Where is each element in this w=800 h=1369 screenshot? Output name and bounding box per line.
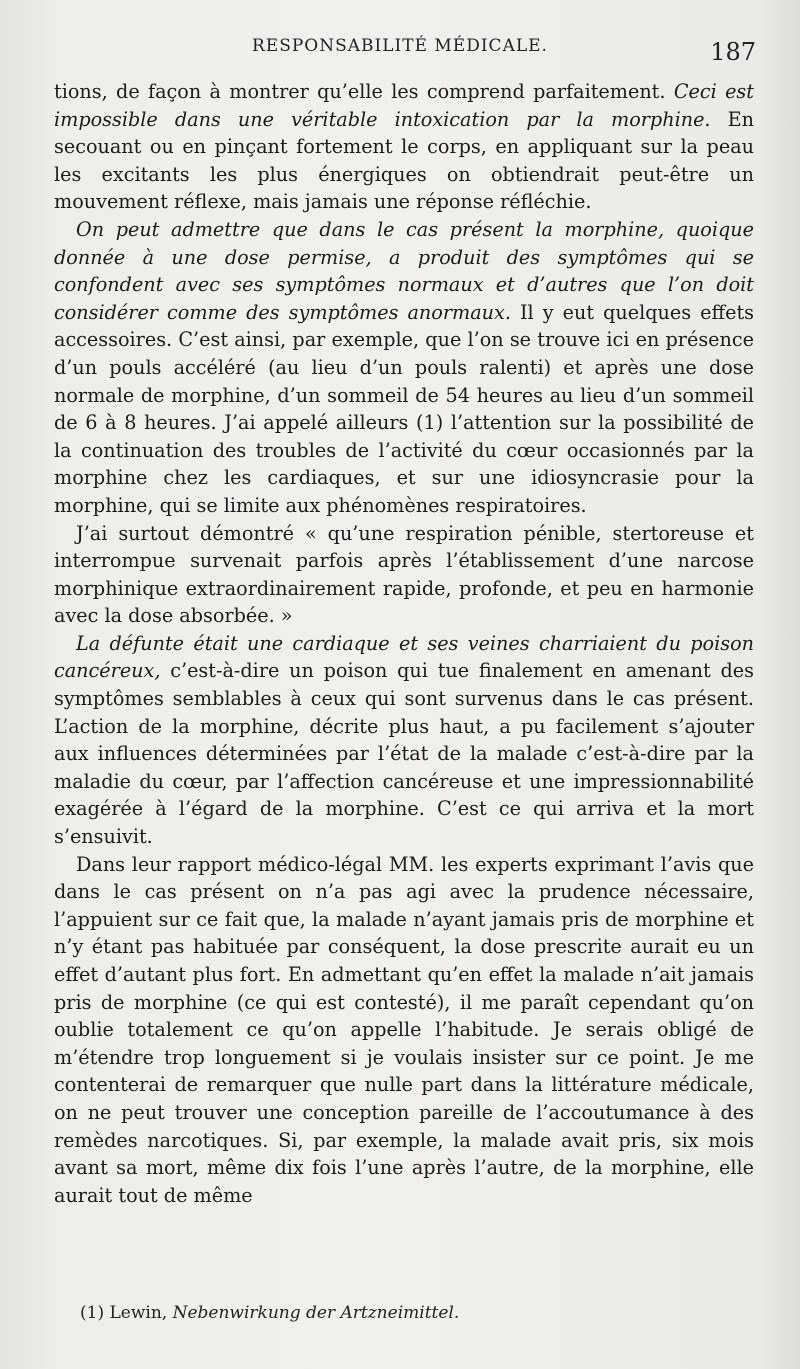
running-head (52, 34, 756, 70)
paragraph-1-span-3: En secouant ou en pinçant fortement le corps, en appliquant sur la peau les excitants les plus énergiques on obtiendrait peut-être un mouvement réflexe, mais jamais une réponse réfléchie. (54, 107, 754, 214)
paragraph-5 (54, 851, 754, 1210)
footnote-marker-text: (1) Lewin, (80, 1303, 173, 1323)
paragraph-1 (54, 78, 754, 216)
paragraph-3 (54, 520, 754, 630)
footnote (80, 1303, 740, 1323)
paragraph-1-span-2: Ceci est impossible dans une véritable intoxication par la morphine. (54, 80, 754, 131)
paragraph-1-span-1: tions, de façon à montrer qu’elle les comprend parfaitement. (54, 80, 674, 103)
paragraph-2 (54, 216, 754, 520)
paragraph-2-span-2: Il y eut quelques effets accessoires. C’est ainsi, par exemple, que l’on se trouve ici en présence d’un pouls accéléré (au lieu d’un pouls ralenti) et après une dose normale de morphine, d’un sommeil de 54 heures au lieu d’un sommeil de 6 à 8 heures. J’ai appelé ailleurs (1) l’attention sur la possibilité de la continuation des troubles de l’activité du cœur occasionnés par la morphine chez les cardiaques, et sur une idiosyncrasie pour la morphine, qui se limite aux phénomènes respiratoires. (54, 300, 754, 517)
paragraph-5-span-1: Dans leur rapport médico-légal MM. les experts exprimant l’avis que dans le cas présent on n’a pas agi avec la prudence nécessaire, l’appuient sur ce fait que, la malade n’ayant jamais pris de morphine et n’y étant pas habituée par conséquent, la dose prescrite aurait eu un effet d’autant plus fort. En admettant qu’en effet la malade n’ait jamais pris de morphine (ce qui est contesté), il me paraît cependant qu’on oublie totalement ce qu’on appelle l’habitude. Je serais obligé de m’étendre trop longuement si je voulais insister sur ce point. Je me contenterai de remarquer que nulle part dans la littérature médicale, on ne peut trouver une conception pareille de l’accoutumance à des remèdes narcotiques. Si, par exemple, la malade avait pris, six mois avant sa mort, même dix fois l’une après l’autre, de la morphine, elle aurait tout de même (54, 852, 754, 1207)
paragraph-4 (54, 630, 754, 851)
page-number: 187 (710, 38, 756, 66)
footnote-citation-title: Nebenwirkung der Artzneimittel. (172, 1303, 460, 1323)
running-title: RESPONSABILITÉ MÉDICALE. (252, 36, 548, 56)
paragraph-4-span-1: La défunte était une cardiaque et ses veines charriaient du poison cancéreux, (54, 631, 754, 683)
paragraph-3-span-1: J’ai surtout démontré « qu’une respiration pénible, stertoreuse et interrompue survenait parfois après l’établissement d’une narcose morphinique extraordinairement rapide, profonde, et peu en harmonie avec la dose absorbée. » (54, 521, 754, 628)
paragraph-4-span-2: c’est-à-dire un poison qui tue finalement en amenant des symptômes semblables à ceux qui sont survenus dans le cas présent. L’action de la morphine, décrite plus haut, a pu facilement s’ajouter aux influences déterminées par l’état de la malade c’est-à-dire par la maladie du cœur, par l’affection cancéreuse et une impressionnabilité exagérée à l’égard de la morphine. C’est ce qui arriva et la mort s’ensuivit. (54, 659, 754, 849)
body-text (54, 78, 754, 1209)
paragraph-2-span-1: On peut admettre que dans le cas présent la morphine, quoique donnée à une dose permise, a produit des symptômes qui se confondent avec ses symptômes normaux et d’autres que l’on doit considérer comme des symptômes anormaux. (54, 217, 754, 324)
